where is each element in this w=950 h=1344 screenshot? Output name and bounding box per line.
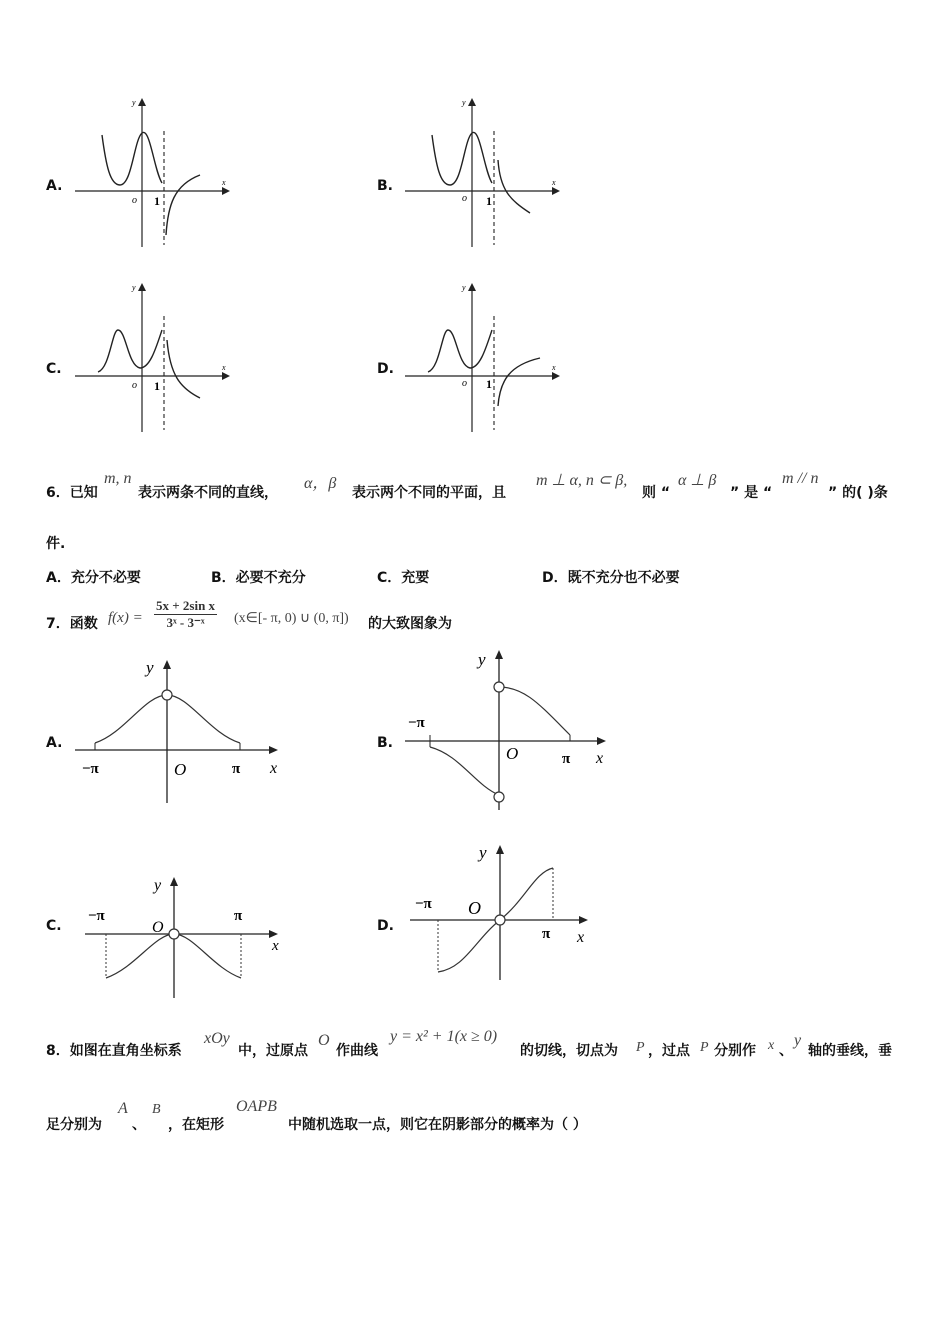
q6-option-c: C．充要 — [377, 570, 430, 586]
q7a-negpi: −π — [82, 761, 99, 777]
q7a-y: y — [146, 658, 154, 677]
q8-xoy: xOy — [204, 1030, 230, 1047]
q6-t4: ” 是 “ — [730, 485, 773, 501]
q8-t2: 作曲线 — [336, 1043, 378, 1059]
q7-option-b-label: B. — [377, 735, 393, 751]
q8-t9: 中随机选取一点，则它在阴影部分的概率为（ ） — [288, 1117, 587, 1133]
q5a-x: x — [222, 178, 226, 187]
q8-t5: 分别作 — [714, 1043, 756, 1059]
q8-x: x — [768, 1038, 775, 1053]
q7a-x: x — [270, 760, 278, 777]
q8-t3: 的切线，切点为 — [520, 1043, 618, 1059]
q6-ab: α，β — [304, 475, 337, 492]
q5c-o: o — [132, 380, 137, 391]
q6-t2: 表示两个不同的平面，且 — [352, 485, 506, 501]
q6-continuation: 件. — [46, 536, 66, 552]
q8-P1: P — [636, 1040, 645, 1055]
q7-graph-c — [80, 870, 290, 1000]
q8-t1: 中，过原点 — [238, 1043, 308, 1059]
q7c-negpi: −π — [88, 908, 105, 924]
q8-y: y — [794, 1032, 802, 1049]
q7-graph-d — [405, 840, 593, 980]
q7-domain: (x∈[- π, 0) ∪ (0, π]) — [234, 611, 349, 626]
q7c-x: x — [272, 938, 279, 954]
q8-sep2: 、 — [132, 1117, 146, 1133]
q5-graph-d — [400, 280, 570, 440]
q5c-x: x — [222, 363, 226, 372]
q5-option-a-label: A. — [46, 178, 63, 194]
q7d-O: O — [468, 898, 481, 918]
q5-graph-a — [70, 95, 240, 255]
q8-t4: ，过点 — [648, 1043, 690, 1059]
q8-O: O — [318, 1032, 330, 1049]
q5a-y: y — [132, 98, 136, 107]
q7b-pi: π — [562, 751, 571, 767]
q5b-o: o — [462, 193, 467, 204]
q8-B: B — [152, 1102, 161, 1117]
q8-oapb: OAPB — [236, 1098, 277, 1115]
q6-t1: 表示两条不同的直线， — [138, 485, 278, 501]
q7d-x: x — [577, 929, 585, 946]
q8-A: A — [118, 1100, 128, 1117]
q6-p1: α ⊥ β — [678, 472, 717, 489]
q6-mn: m, n — [104, 470, 132, 487]
q7d-y: y — [479, 843, 487, 862]
q7-option-d-label: D. — [377, 918, 394, 934]
q5-option-b-label: B. — [377, 178, 393, 194]
q8-t6: 轴的垂线，垂 — [808, 1043, 892, 1059]
q7-numerator: 5x + 2sin x — [156, 598, 216, 613]
q7-option-c-label: C. — [46, 918, 62, 934]
q5d-y: y — [462, 283, 466, 292]
q5-option-c-label: C. — [46, 361, 62, 377]
q8-t7: 足分别为 — [46, 1117, 102, 1133]
q7-option-a-label: A. — [46, 735, 63, 751]
q8-line1 — [46, 1024, 916, 1060]
q8-sep: 、 — [779, 1043, 793, 1059]
q5b-y: y — [462, 98, 466, 107]
q6-number: 6．已知 — [46, 485, 98, 501]
q8-number: 8．如图在直角坐标系 — [46, 1043, 182, 1059]
q7-line — [46, 598, 526, 642]
q5b-x: x — [552, 178, 556, 187]
q7b-y: y — [478, 650, 486, 669]
q5c-y: y — [132, 283, 136, 292]
q7c-pi: π — [234, 908, 243, 924]
q7-graph-a — [70, 655, 290, 805]
q7c-y: y — [154, 877, 162, 894]
q5d-o: o — [462, 378, 467, 389]
q6-t5: ” 的( )条 — [828, 485, 888, 501]
q5a-o: o — [132, 195, 137, 206]
q7b-O: O — [506, 744, 519, 763]
q7-graph-b — [400, 645, 615, 815]
q7b-negpi: −π — [408, 715, 425, 731]
q7c-O: O — [152, 919, 164, 936]
q7a-O: O — [174, 760, 187, 779]
q6-option-b: B．必要不充分 — [211, 570, 306, 586]
q6-p2: m // n — [782, 470, 819, 487]
q7-tail: 的大致图象为 — [368, 616, 452, 632]
q5d-one: 1 — [486, 377, 492, 391]
q7-fx: f(x) = — [108, 610, 143, 626]
q6-option-d: D．既不充分也不必要 — [542, 570, 680, 586]
q8-t8: ，在矩形 — [168, 1117, 224, 1133]
q6-option-a: A．充分不必要 — [46, 570, 141, 586]
q8-line2 — [46, 1098, 746, 1134]
q5b-one: 1 — [486, 194, 492, 208]
q7d-pi: π — [542, 926, 551, 942]
q5a-one: 1 — [154, 194, 160, 208]
q7d-negpi: −π — [415, 896, 432, 912]
q7-number: 7．函数 — [46, 616, 98, 632]
q7a-pi: π — [232, 761, 241, 777]
q7-fraction — [154, 598, 217, 631]
q7b-x: x — [596, 750, 604, 767]
q5c-one: 1 — [154, 379, 160, 393]
q8-curve: y = x² + 1(x ≥ 0) — [390, 1028, 498, 1045]
q7-denominator: 3ˣ - 3⁻ˣ — [166, 615, 205, 630]
q6-cond: m ⊥ α, n ⊂ β, — [536, 472, 628, 489]
q5-option-d-label: D. — [377, 361, 394, 377]
q5-graph-c — [70, 280, 240, 440]
q6-t3: 则 “ — [642, 485, 671, 501]
q5-graph-b — [400, 95, 570, 255]
q5d-x: x — [552, 363, 556, 372]
q8-P2: P — [700, 1040, 709, 1055]
